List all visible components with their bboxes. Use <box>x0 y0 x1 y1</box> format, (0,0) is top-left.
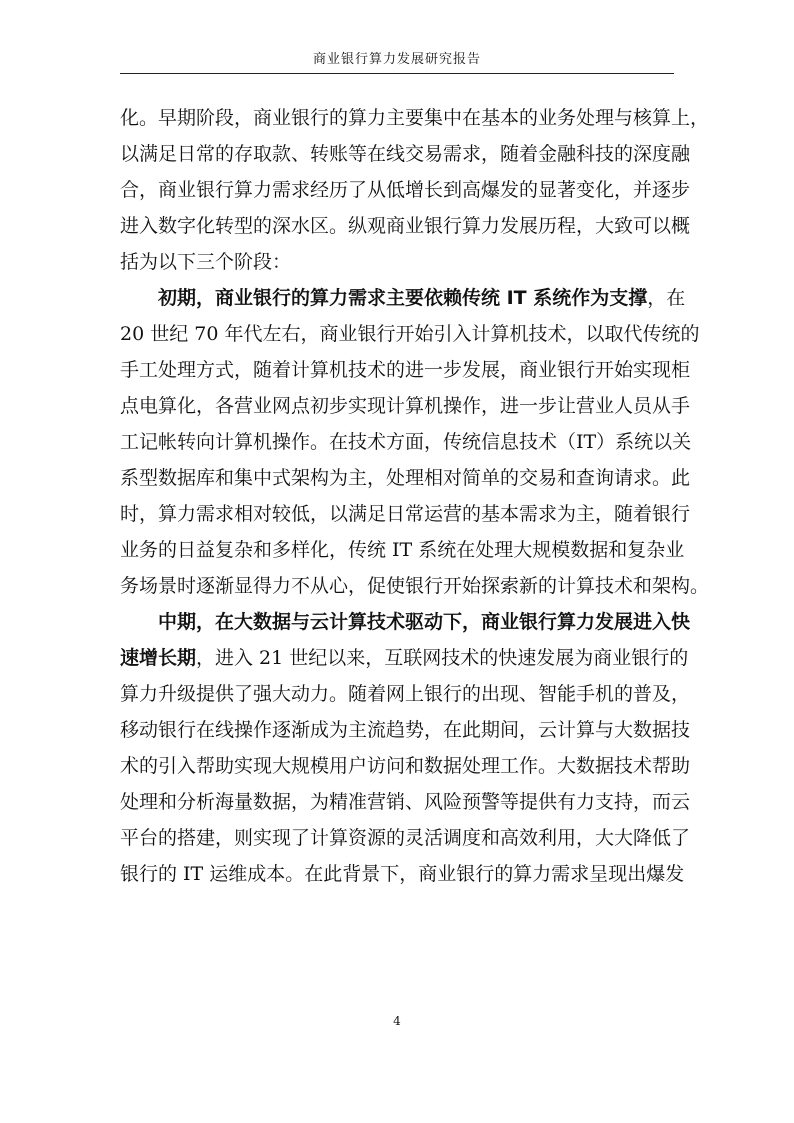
paragraph-1 <box>120 100 710 280</box>
text-line: 点电算化，各营业网点初步实现计算机操作，进一步让营业人员从手 <box>120 395 691 417</box>
text-line: 术的引入帮助实现大规模用户访问和数据处理工作。大数据技术帮助 <box>120 755 691 777</box>
text-line: 系型数据库和集中式架构为主，处理相对简单的交易和查询请求。此 <box>120 467 691 489</box>
text-line <box>120 640 689 676</box>
header-rule <box>120 73 674 74</box>
running-header: 商业银行算力发展研究报告 <box>312 52 481 67</box>
text-line: 以满足日常的存取款、转账等在线交易需求，随着金融科技的深度融 <box>120 143 691 165</box>
text-line: 化。早期阶段，商业银行的算力主要集中在基本的业务处理与核算上， <box>120 107 710 129</box>
bold-lead-text: 初期，商业银行的算力需求主要依赖传统 IT 系统作为支撑 <box>158 287 648 309</box>
text-line: 手工处理方式，随着计算机技术的进一步发展，商业银行开始实现柜 <box>120 359 691 381</box>
text-line: 20 世纪 70 年代左右，商业银行开始引入计算机技术，以取代传统的 <box>120 323 700 345</box>
body-text <box>120 100 710 892</box>
text-line: 时，算力需求相对较低，以满足日常运营的基本需求为主，随着银行 <box>120 503 691 525</box>
text-line <box>120 604 691 640</box>
bold-lead-text: 速增长期 <box>120 647 197 669</box>
text-line: 进入数字化转型的深水区。纵观商业银行算力发展历程，大致可以概 <box>120 215 691 237</box>
text-line: 务场景时逐渐显得力不从心，促使银行开始探索新的计算技术和架构。 <box>120 575 710 597</box>
paragraph-3 <box>120 604 691 892</box>
text-line: 算力升级提供了强大动力。随着网上银行的出现、智能手机的普及， <box>120 683 691 705</box>
bold-lead-text: 中期，在大数据与云计算技术驱动下，商业银行算力发展进入快 <box>158 611 691 633</box>
text-line: 括为以下三个阶段： <box>120 251 292 273</box>
text-line: 处理和分析海量数据，为精准营销、风险预警等提供有力支持，而云 <box>120 791 691 813</box>
text-line: 业务的日益复杂和多样化，传统 IT 系统在处理大规模数据和复杂业 <box>120 539 685 561</box>
text-line: 银行的 IT 运维成本。在此背景下，商业银行的算力需求呈现出爆发 <box>120 863 685 885</box>
text-line <box>120 280 686 316</box>
text-line: 工记帐转向计算机操作。在技术方面，传统信息技术（IT）系统以关 <box>120 431 692 453</box>
text-line: 合，商业银行算力需求经历了从低增长到高爆发的显著变化，并逐步 <box>120 179 691 201</box>
text-line: 平台的搭建，则实现了计算资源的灵活调度和高效利用，大大降低了 <box>120 827 691 849</box>
text-run: ，进入 21 世纪以来，互联网技术的快速发展为商业银行的 <box>196 647 689 669</box>
text-run: ，在 <box>647 287 686 309</box>
page-number: 4 <box>393 1014 401 1028</box>
text-line: 移动银行在线操作逐渐成为主流趋势，在此期间，云计算与大数据技 <box>120 719 691 741</box>
paragraph-2 <box>120 280 710 604</box>
